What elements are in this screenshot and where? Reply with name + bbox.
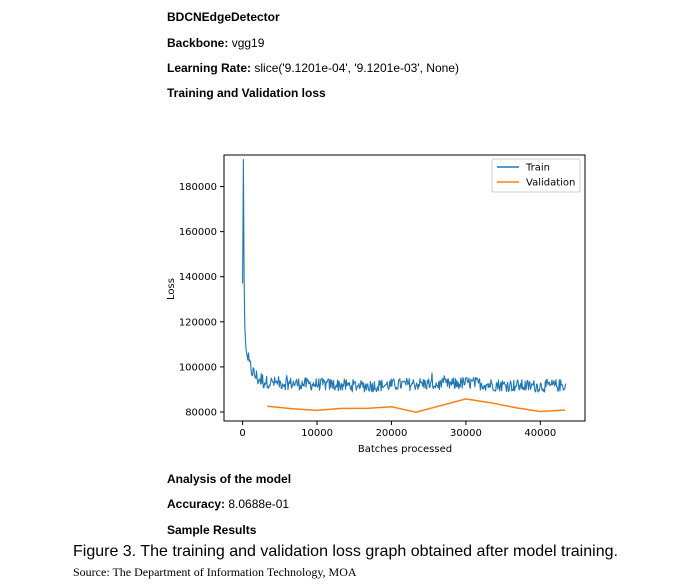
y-axis-label: Loss: [166, 278, 177, 300]
y-tick-label: 180000: [178, 182, 217, 194]
y-tick-label: 120000: [178, 317, 217, 329]
x-tick-label: 10000: [301, 428, 333, 439]
series-line-train: [243, 160, 566, 393]
y-tick-label: 160000: [178, 227, 217, 239]
x-tick-label: 0: [239, 428, 246, 439]
series-line-validation: [267, 399, 565, 412]
x-tick-label: 40000: [524, 428, 557, 439]
legend-label-train: Train: [526, 162, 550, 174]
learning-rate-value: slice('9.1201e-04', '9.1201e-03', None): [254, 61, 459, 75]
learning-rate-label: Learning Rate:: [167, 61, 252, 75]
backbone-value: vgg19: [231, 36, 265, 50]
accuracy-label: Accuracy:: [167, 497, 226, 511]
y-tick-label: 80000: [185, 407, 217, 419]
legend-label-validation: Validation: [526, 177, 576, 189]
accuracy-line: [167, 497, 289, 511]
x-tick-label: 20000: [375, 428, 408, 439]
sample-results-heading: Sample Results: [167, 523, 257, 537]
model-name: BDCNEdgeDetector: [167, 10, 280, 24]
accuracy-value: 8.0688e-01: [228, 497, 290, 511]
y-tick-label: 140000: [178, 272, 217, 284]
figure-caption: Figure 3. The training and validation loss graph obtained after model training.: [73, 543, 618, 560]
x-tick-label: 30000: [450, 428, 482, 439]
source-note: Source: The Department of Information Technology, MOA: [73, 565, 357, 579]
x-axis-label: Batches processed: [357, 444, 453, 455]
backbone-label: Backbone:: [167, 36, 229, 50]
legend: [492, 159, 580, 192]
y-tick-label: 100000: [178, 362, 217, 374]
analysis-heading: Analysis of the model: [167, 472, 292, 486]
loss-heading: Training and Validation loss: [167, 86, 326, 100]
